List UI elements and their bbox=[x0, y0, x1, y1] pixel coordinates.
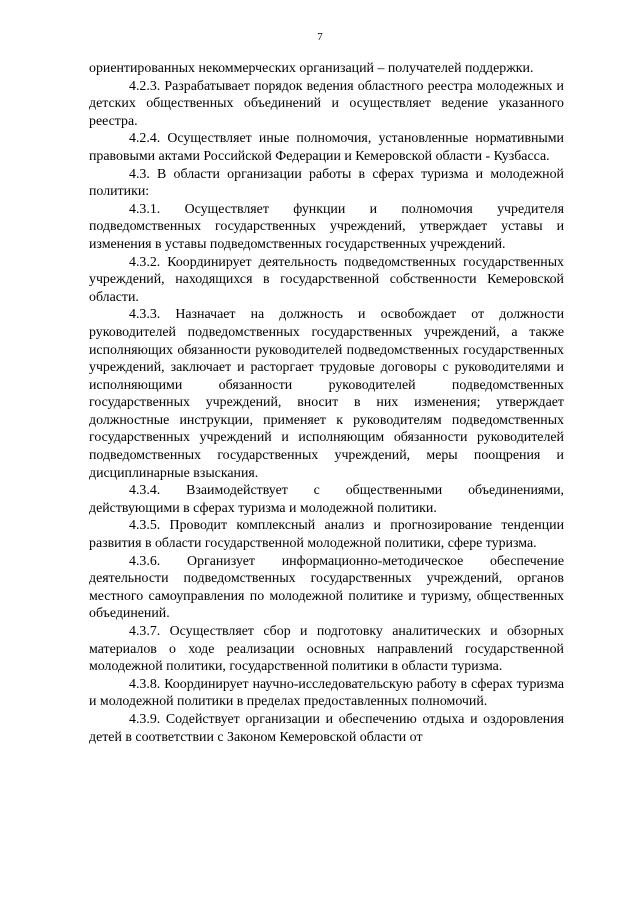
paragraph-4-3-8: 4.3.8. Координирует научно-исследовательскую работу в сферах туризма и молодежной политики в пределах предоставленных полномочий. bbox=[89, 676, 564, 710]
paragraph-4-3-3: 4.3.3. Назначает на должность и освобождает от должности руководителей подведомственных государственных учреждений, а также исполняющих обязанности руководителей подведомственных государственных учреждений, заключает и расторгает трудовые договоры с руководителями и исполняющими обязанности руководителей подведомственных государственных учреждений, вносит в них изменения; утверждает должностные инструкции, применяет к руководителям подведомственных государственных учреждений и исполняющим обязанности руководителей подведомственных государственных учреждений, меры поощрения и дисциплинарные взыскания. bbox=[89, 307, 564, 481]
paragraph-4-2-4: 4.2.4. Осуществляет иные полномочия, установленные нормативными правовыми актами Российской Федерации и Кемеровской области - Кузбасса. bbox=[89, 131, 564, 164]
paragraph-4-3-2: 4.3.2. Координирует деятельность подведомственных государственных учреждений, находящихся в государственной собственности Кемеровской области. bbox=[89, 254, 564, 305]
page-number: 7 bbox=[317, 31, 323, 43]
paragraph-4-3-4: 4.3.4. Взаимодействует с общественными объединениями, действующими в сферах туризма и молодежной политики. bbox=[89, 483, 564, 516]
document-body bbox=[89, 60, 564, 746]
paragraph-4-3-7: 4.3.7. Осуществляет сбор и подготовку аналитических и обзорных материалов о ходе реализации основных направлений государственной молодежной политики, государственной политики в области туризма. bbox=[89, 624, 564, 675]
paragraph-4-3-9: 4.3.9. Содействует организации и обеспечению отдыха и оздоровления детей в соответствии с Законом Кемеровской области от bbox=[89, 711, 564, 745]
paragraph-4-3-1: 4.3.1. Осуществляет функции и полномочия учредителя подведомственных государственных учреждений, утверждает уставы и изменения в уставы подведомственных государственных учреждений. bbox=[89, 201, 564, 252]
paragraph-continuation: ориентированных некоммерческих организаций – получателей поддержки. bbox=[89, 61, 534, 76]
paragraph-4-2-3: 4.2.3. Разрабатывает порядок ведения областного реестра молодежных и детских общественных объединений и осуществляет ведение указанного реестра. bbox=[89, 78, 564, 129]
paragraph-4-3: 4.3. В области организации работы в сферах туризма и молодежной политики: bbox=[89, 166, 564, 200]
paragraph-4-3-5: 4.3.5. Проводит комплексный анализ и прогнозирование тенденции развития в области государственной молодежной политики, сфере туризма. bbox=[89, 518, 564, 552]
paragraph-4-3-6: 4.3.6. Организует информационно-методическое обеспечение деятельности подведомственных государственных учреждений, органов местного самоуправления по молодежной политике и туризму, общественных объединений. bbox=[89, 553, 564, 622]
